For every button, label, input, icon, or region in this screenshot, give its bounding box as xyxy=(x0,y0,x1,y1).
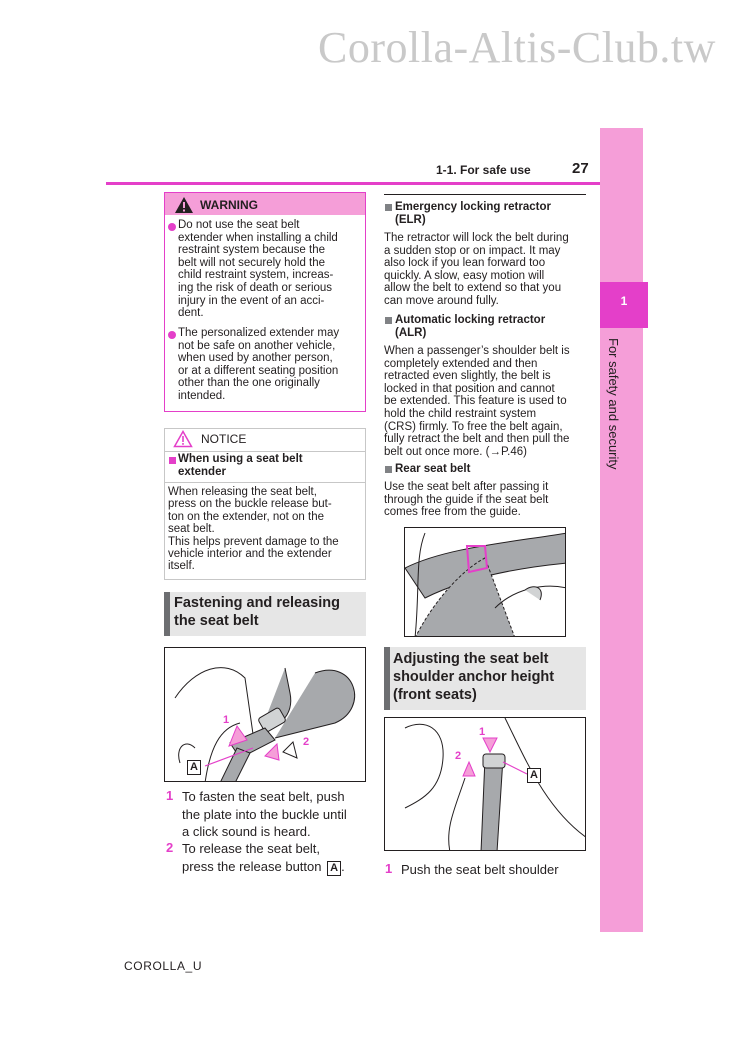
callout-a: A xyxy=(187,760,201,775)
elr-body: The retractor will lock the belt during a sudden stop or on impact. It may also lock if you lean forward too quickly. A slow, easy motion will allow the belt to extend so that you can move around fully. xyxy=(384,232,569,307)
rear-belt-guide-illustration xyxy=(404,527,566,637)
step-number: 2 xyxy=(166,840,174,855)
step-number: 1 xyxy=(166,788,174,803)
square-bullet-icon xyxy=(385,204,392,211)
step-text: Push the seat belt shoulder xyxy=(401,862,559,877)
alr-body: When a passenger’s shoulder belt is completely extended and then retracted even slightly, the belt is locked in that position and cannot be extended. This feature is used to hold the child restraint system (CRS) firmly. To free the belt again, fully retract the belt and then pull the belt out once more. (→P.46) xyxy=(384,345,570,458)
step-text-end: . xyxy=(341,859,345,874)
chapter-title: For safety and security xyxy=(606,338,621,470)
callout-1: 1 xyxy=(479,726,486,738)
chapter-number: 1 xyxy=(620,294,628,308)
column-rule xyxy=(384,194,586,195)
running-header: 1-1. For safe use xyxy=(436,163,531,177)
callout-2: 2 xyxy=(455,750,462,762)
section-heading-bar xyxy=(164,592,170,636)
bullet-icon xyxy=(168,331,176,339)
inline-callout-a: A xyxy=(327,861,341,876)
page-number: 27 xyxy=(572,160,589,177)
notice-triangle-icon xyxy=(173,430,193,448)
bullet-icon xyxy=(168,223,176,231)
elr-heading: Emergency locking retractor (ELR) xyxy=(395,201,551,226)
step-text-line xyxy=(182,858,345,876)
rear-body: Use the seat belt after passing it through the guide if the seat belt comes free from the guide. xyxy=(384,481,549,519)
step-text: To release the seat belt, xyxy=(182,841,321,856)
alr-heading: Automatic locking retractor (ALR) xyxy=(395,314,546,339)
square-bullet-icon xyxy=(385,466,392,473)
header-rule xyxy=(106,182,600,185)
notice-divider xyxy=(165,482,365,483)
chapter-side-tab xyxy=(600,128,643,932)
step-number: 1 xyxy=(385,861,393,876)
footer-model-code: COROLLA_U xyxy=(124,959,203,973)
step-text: press the release button xyxy=(182,859,322,874)
section-heading-fastening: Fastening and releasing the seat belt xyxy=(174,595,340,629)
square-bullet-icon xyxy=(169,457,176,464)
warning-item-1: Do not use the seat belt extender when installing a child restraint system because the belt will not securely hold the child restraint system, increas- ing the risk of death or serious injury in the event of an acci- dent. xyxy=(178,219,338,320)
callout-a: A xyxy=(527,768,541,783)
section-heading-bar xyxy=(384,647,390,710)
callout-2: 2 xyxy=(303,736,310,748)
section-heading-adjusting: Adjusting the seat belt shoulder anchor height (front seats) xyxy=(393,651,555,703)
callout-1: 1 xyxy=(223,714,230,726)
step-text: To fasten the seat belt, push the plate into the buckle until a click sound is heard. xyxy=(182,789,347,839)
warning-triangle-icon xyxy=(174,196,194,214)
rear-heading: Rear seat belt xyxy=(395,463,471,475)
notice-divider xyxy=(165,451,365,452)
notice-body: When releasing the seat belt, press on the buckle release but- ton on the extender, not on the seat belt. This helps prevent damage to the vehicle interior and the extender itself. xyxy=(168,486,339,573)
buckle-illustration xyxy=(164,647,366,782)
warning-item-2: The personalized extender may not be safe on another vehicle, when used by another person, or at a different seating position other than the one originally intended. xyxy=(178,327,340,402)
notice-subheading: When using a seat belt extender xyxy=(178,453,303,478)
notice-title: NOTICE xyxy=(201,432,247,446)
watermark: Corolla-Altis-Club.tw xyxy=(318,23,716,72)
shoulder-anchor-illustration xyxy=(384,717,586,851)
square-bullet-icon xyxy=(385,317,392,324)
warning-title: WARNING xyxy=(200,198,258,212)
warning-header xyxy=(165,193,365,215)
